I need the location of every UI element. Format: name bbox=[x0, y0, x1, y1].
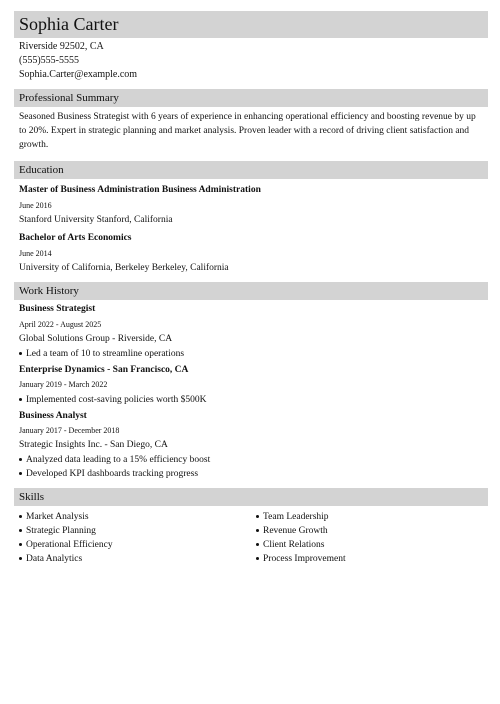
education-school: University of California, Berkeley Berkeley, California bbox=[19, 263, 229, 273]
skills-column-left bbox=[14, 510, 251, 566]
education-entry bbox=[14, 232, 488, 276]
job-entry bbox=[14, 410, 488, 481]
skill-item: Market Analysis bbox=[14, 510, 251, 524]
skill-item: Operational Efficiency bbox=[14, 538, 251, 552]
contact-block bbox=[14, 40, 488, 82]
job-bullets bbox=[14, 393, 488, 407]
skills-column-right bbox=[251, 510, 488, 566]
education-entry bbox=[14, 184, 488, 228]
job-entry bbox=[14, 303, 488, 361]
resume-name: Sophia Carter bbox=[14, 11, 488, 38]
skill-item: Process Improvement bbox=[251, 552, 488, 566]
job-title: Business Analyst bbox=[19, 411, 87, 421]
resume-page bbox=[14, 11, 488, 566]
job-bullet: Analyzed data leading to a 15% efficiency boost bbox=[14, 453, 488, 467]
section-heading-summary: Professional Summary bbox=[14, 89, 488, 107]
job-company: Strategic Insights Inc. - San Diego, CA bbox=[19, 440, 168, 450]
skill-item: Data Analytics bbox=[14, 552, 251, 566]
education-school: Stanford University Stanford, California bbox=[19, 215, 173, 225]
summary-text: Seasoned Business Strategist with 6 years of experience in enhancing operational efficiency and boosting revenue by up to 20%. Expert in strategic planning and market analysis. Proven leader with a record of driving client satisfaction and growth. bbox=[19, 112, 476, 150]
education-date: June 2014 bbox=[19, 249, 52, 258]
education-degree: Master of Business Administration Business Administration bbox=[19, 185, 261, 195]
job-bullet: Implemented cost-saving policies worth $500K bbox=[14, 393, 488, 407]
section-heading-work-history: Work History bbox=[14, 282, 488, 300]
education-date: June 2016 bbox=[19, 201, 52, 210]
contact-email: Sophia.Carter@example.com bbox=[19, 69, 138, 80]
skill-item: Team Leadership bbox=[251, 510, 488, 524]
skill-item: Revenue Growth bbox=[251, 524, 488, 538]
job-entry bbox=[14, 364, 488, 407]
skill-item: Client Relations bbox=[251, 538, 488, 552]
education-degree: Bachelor of Arts Economics bbox=[19, 233, 132, 243]
job-date: April 2022 - August 2025 bbox=[19, 320, 102, 329]
contact-address: Riverside 92502, CA bbox=[19, 41, 104, 52]
job-bullet: Developed KPI dashboards tracking progress bbox=[14, 467, 488, 481]
job-title: Enterprise Dynamics - San Francisco, CA bbox=[19, 365, 189, 375]
contact-phone: (555)555-5555 bbox=[19, 55, 79, 66]
section-heading-skills: Skills bbox=[14, 488, 488, 506]
section-heading-education: Education bbox=[14, 161, 488, 179]
job-bullets bbox=[14, 347, 488, 361]
education-list bbox=[14, 184, 488, 276]
job-title: Business Strategist bbox=[19, 304, 96, 314]
skill-item: Strategic Planning bbox=[14, 524, 251, 538]
job-bullets bbox=[14, 453, 488, 481]
work-list bbox=[14, 303, 488, 481]
job-date: January 2019 - March 2022 bbox=[19, 380, 108, 389]
skills-list bbox=[14, 510, 488, 566]
job-bullet: Led a team of 10 to streamline operations bbox=[14, 347, 488, 361]
job-date: January 2017 - December 2018 bbox=[19, 426, 120, 435]
job-company: Global Solutions Group - Riverside, CA bbox=[19, 334, 173, 344]
